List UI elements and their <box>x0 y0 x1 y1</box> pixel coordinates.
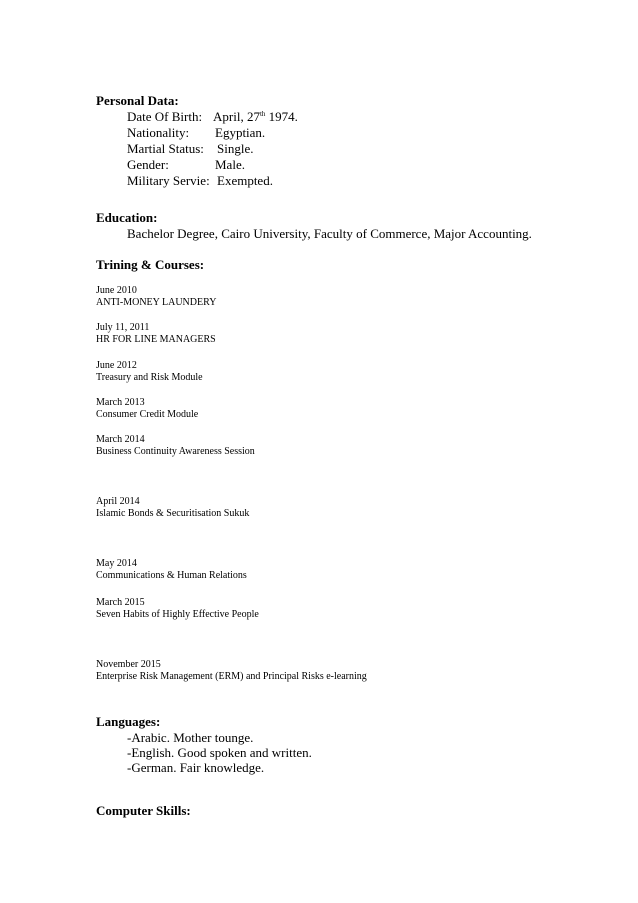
nationality-label: Nationality: <box>127 125 190 140</box>
training-item <box>96 434 255 458</box>
training-date: March 2013 <box>96 397 145 408</box>
nationality-row <box>0 125 638 141</box>
education-text: Bachelor Degree, Cairo University, Faculty of Commerce, Major Accounting. <box>127 226 532 241</box>
training-item <box>96 558 247 582</box>
training-title: Business Continuity Awareness Session <box>96 446 255 457</box>
training-date: June 2012 <box>96 360 137 371</box>
training-item <box>96 597 259 621</box>
training-title: Treasury and Risk Module <box>96 372 203 383</box>
training-date: June 2010 <box>96 285 137 296</box>
dob-value: April, 27th 1974. <box>213 109 298 124</box>
training-date: July 11, 2011 <box>96 322 150 333</box>
training-item <box>96 322 216 346</box>
marital-value: Single. <box>217 141 254 156</box>
gender-value: Male. <box>215 157 245 172</box>
education-heading: Education: <box>96 210 158 225</box>
language-item: -English. Good spoken and written. <box>127 745 312 760</box>
training-title: Communications & Human Relations <box>96 570 247 581</box>
military-row <box>0 173 638 189</box>
training-date: November 2015 <box>96 659 161 670</box>
training-item <box>96 360 203 384</box>
personal-data-heading: Personal Data: <box>96 93 179 108</box>
training-item <box>96 496 249 520</box>
nationality-value: Egyptian. <box>215 125 266 140</box>
military-value: Exempted. <box>217 173 273 188</box>
training-title: HR FOR LINE MANAGERS <box>96 334 216 345</box>
training-title: Enterprise Risk Management (ERM) and Principal Risks e-learning <box>96 671 367 682</box>
training-date: May 2014 <box>96 558 137 569</box>
training-heading: Trining & Courses: <box>96 257 205 272</box>
training-title: Seven Habits of Highly Effective People <box>96 609 259 620</box>
language-item: -German. Fair knowledge. <box>127 760 265 775</box>
training-date: March 2015 <box>96 597 145 608</box>
training-item <box>96 397 198 421</box>
dob-label: Date Of Birth: <box>127 109 203 124</box>
training-title: ANTI-MONEY LAUNDERY <box>96 297 217 308</box>
gender-row <box>0 157 638 173</box>
dob-row <box>0 109 638 125</box>
marital-row <box>0 141 638 157</box>
computer-skills-heading: Computer Skills: <box>96 803 191 818</box>
training-title: Consumer Credit Module <box>96 409 199 420</box>
training-date: April 2014 <box>96 496 140 507</box>
training-date: March 2014 <box>96 434 145 445</box>
language-item: -Arabic. Mother tounge. <box>127 730 254 745</box>
marital-label: Martial Status: <box>127 141 204 156</box>
training-item <box>96 659 367 683</box>
military-label: Military Servie: <box>127 173 210 188</box>
gender-label: Gender: <box>127 157 169 172</box>
training-item <box>96 285 216 309</box>
training-title: Islamic Bonds & Securitisation Sukuk <box>96 508 250 519</box>
languages-heading: Languages: <box>96 714 161 729</box>
